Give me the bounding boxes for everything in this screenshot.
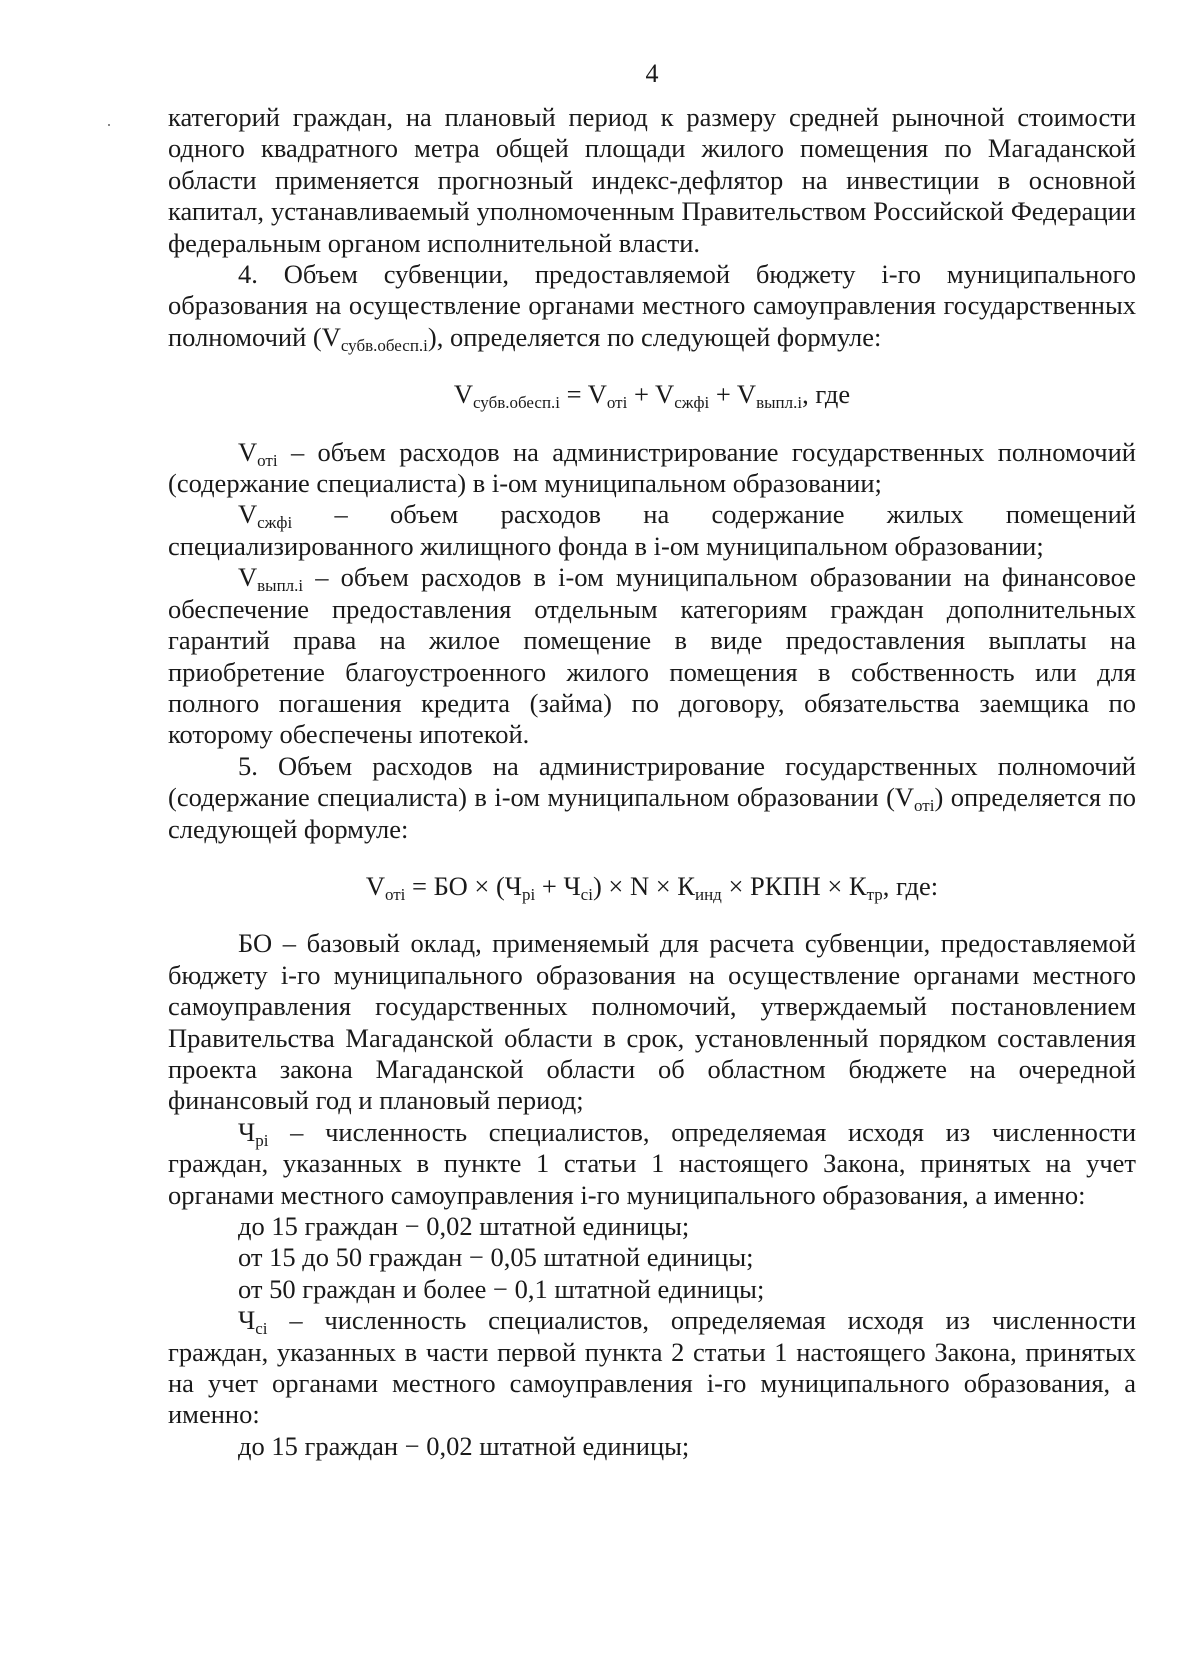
para5-text-b: ) определяется по следующей формуле:	[168, 782, 1136, 844]
list2-item: до 15 граждан − 0,02 штатной единицы;	[238, 1430, 690, 1461]
def-chci-sub: сi	[255, 1319, 268, 1339]
f2-f: , где:	[882, 870, 939, 901]
f2-s5: тр	[866, 884, 883, 904]
page-number: 4	[645, 59, 659, 88]
def-vvypl-v: V	[238, 562, 258, 593]
f2-s3: сi	[580, 884, 593, 904]
f1-tail: , где	[802, 379, 851, 410]
f2-c: + Ч	[535, 870, 581, 901]
def-voti-text: – объем расходов на администрирование государственных полномочий (содержание специалиста) в i-ом муниципальном образовании;	[168, 436, 1136, 499]
definition-voti	[168, 437, 1136, 500]
f1-eq: = V	[560, 379, 607, 410]
f2-b: = БО × (Ч	[405, 870, 523, 901]
definition-chci	[168, 1305, 1136, 1431]
def-chci-v: Ч	[238, 1305, 256, 1336]
f2-e: × РКПН × К	[721, 870, 867, 901]
def-voti-sub: отi	[257, 450, 278, 470]
def-vvypl-sub: выпл.i	[257, 576, 304, 596]
list1-item: до 15 граждан − 0,02 штатной единицы;	[238, 1211, 690, 1241]
paragraph-5	[168, 751, 1136, 845]
paragraph-4	[168, 259, 1136, 353]
definition-vvypl	[168, 562, 1136, 750]
paragraph-intro: категорий граждан, на плановый период к размеру средней рыночной стоимости одного квадратного метра общей площади жилого помещения по Магаданской области применяется прогнозный индекс-дефлятор на инвестиции в основной капитал, устанавливаемый уполномоченным Правительством Российской Федерации федеральным органом исполнительной власти.	[168, 102, 1136, 258]
def-chci-text: – численность специалистов, определяемая исходя из численности граждан, указанных в части первой пункта 2 статьи 1 настоящего Закона, принятых на учет органами местного самоуправления i-го муниципального образования, а именно:	[168, 1305, 1136, 1430]
f1-s1: субв.обесп.i	[472, 393, 561, 413]
para5-text-a: 5. Объем расходов на администрирование государственных полномочий (содержание специалиста) в i-ом муниципальном образовании (V	[168, 750, 1136, 813]
f2-a: V	[365, 870, 385, 901]
definition-bo: БО – базовый оклад, применяемый для расчета субвенции, предоставляемой бюджету i-го муниципального образования на осуществление органами местного самоуправления государственных полномочий, утверждаемый постановлением Правительства Магаданской области в срок, установленный порядком составления проекта закона Магаданской области об областном бюджете на очередной финансовый год и плановый период;	[168, 928, 1136, 1116]
f2-s2: рi	[522, 884, 536, 904]
def-vszhf-sub: сжфi	[257, 513, 293, 533]
f1-s2: отi	[606, 393, 628, 413]
definition-vszhf	[168, 499, 1136, 562]
definition-chpi	[168, 1117, 1136, 1211]
f2-s1: отi	[384, 884, 406, 904]
para4-sub: субв.обесп.i	[340, 335, 428, 355]
list1-item: от 15 до 50 граждан − 0,05 штатной единицы;	[238, 1242, 754, 1273]
f1-s3: сжфi	[674, 393, 710, 413]
f2-d: ) × N × К	[592, 870, 695, 901]
formula-subvention	[168, 379, 1136, 413]
para4-text-b: ), определяется по следующей формуле:	[427, 321, 882, 352]
para5-sub: отi	[914, 796, 935, 816]
def-voti-v: V	[238, 436, 258, 467]
def-vszhf-text: – объем расходов на содержание жилых помещений специализированного жилищного фонда в i-ом муниципальном образовании;	[168, 499, 1136, 561]
f1-s4: выпл.i	[756, 393, 803, 413]
formula-voti	[168, 871, 1136, 902]
def-chpi-sub: рi	[255, 1130, 269, 1150]
scan-speck	[108, 124, 110, 126]
list1-item: от 50 граждан и более − 0,1 штатной единицы;	[238, 1273, 765, 1304]
f2-s4: инд	[694, 884, 722, 904]
document-page	[168, 58, 1136, 1462]
para4-text-a: 4. Объем субвенции, предоставляемой бюджету i-го муниципального образования на осуществление органами местного самоуправления государственных полномочий (V	[168, 259, 1136, 352]
def-chpi-v: Ч	[238, 1116, 256, 1147]
f1-v: V	[453, 379, 473, 410]
f1-p2: + V	[709, 379, 757, 410]
def-vszhf-v: V	[238, 499, 258, 530]
def-chpi-text: – численность специалистов, определяемая исходя из численности граждан, указанных в пункте 1 статьи 1 настоящего Закона, принятых на учет органами местного самоуправления i-го муниципального образования, а именно:	[168, 1116, 1136, 1210]
f1-p1: + V	[627, 379, 675, 410]
def-vvypl-text: – объем расходов в i-ом муниципальном образовании на финансовое обеспечение предоставления отдельным категориям граждан дополнительных гарантий права на жилое помещение в виде предоставления выплаты на приобретение благоустроенного жилого помещения в собственность или для полного погашения кредита (займа) по договору, обязательства заемщика по которому обеспечены ипотекой.	[168, 562, 1136, 750]
